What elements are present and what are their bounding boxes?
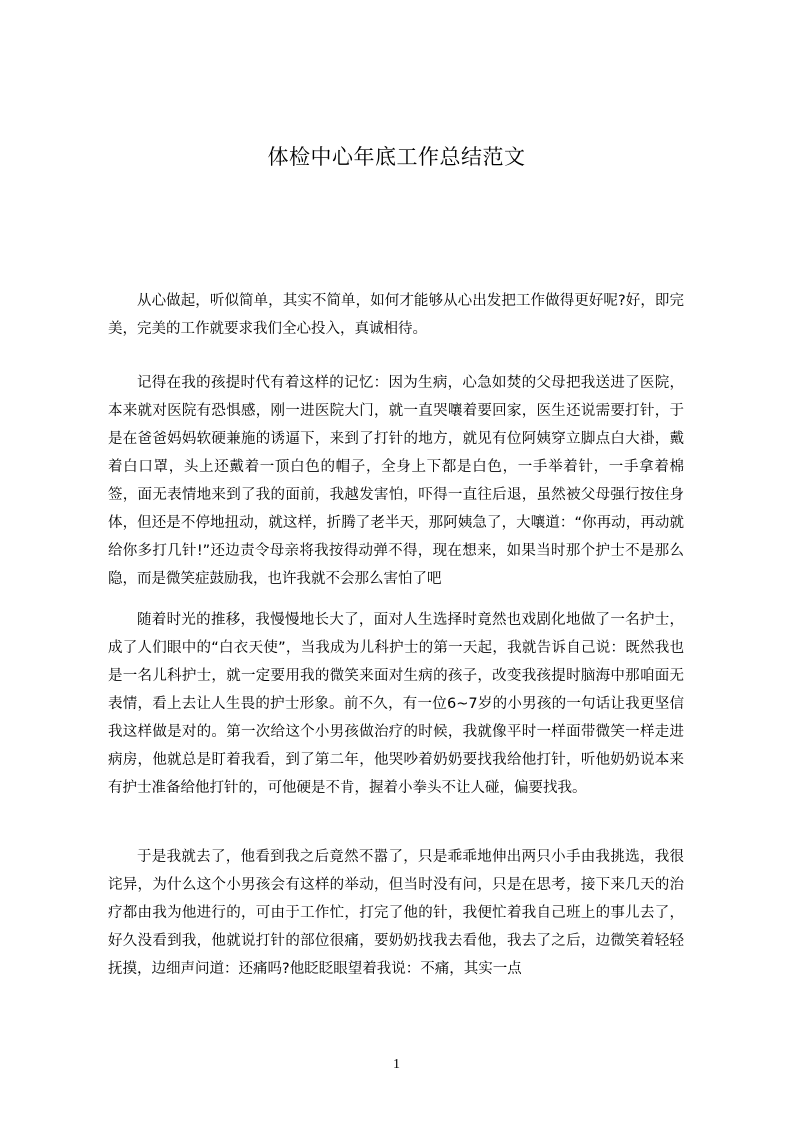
- paragraph-4: 于是我就去了，他看到我之后竟然不嚣了，只是乖乖地伸出两只小手由我挑选，我很诧异，为什么这个小男孩会有这样的举动，但当时没有问，只是在思考，接下来几天的治疗都由我为他进行的，可由于工作忙，打完了他的针，我便忙着我自己班上的事儿去了，好久没看到我，他就说打针的部位很痛，要奶奶找我去看他，我去了之后，边微笑着轻轻抚摸，边细声问道：还痛吗?他眨眨眼望着我说：不痛，其实一点: [108, 849, 684, 977]
- page-number: 1: [393, 1057, 400, 1072]
- document-title: 体检中心年底工作总结范文: [267, 145, 526, 169]
- paragraph-1: 从心做起，听似简单，其实不简单，如何才能够从心出发把工作做得更好呢?好，即完美，完美的工作就要求我们全心投入，真诚相待。: [108, 293, 684, 337]
- paragraph-2: 记得在我的孩提时代有着这样的记忆：因为生病，心急如焚的父母把我送进了医院，本来就对医院有恐惧感，刚一进医院大门，就一直哭嚷着要回家，医生还说需要打针，于是在爸爸妈妈软硬兼施的诱逼下，来到了打针的地方，就见有位阿姨穿立脚点白大褂，戴着白口罩，头上还戴着一顶白色的帽子，全身上下都是白色，一手举着针，一手拿着棉签，面无表情地来到了我的面前，我越发害怕，吓得一直往后退，虽然被父母强行按住身体，但还是不停地扭动，就这样，折腾了老半天，那阿姨急了，大嚷道：“你再动，再动就给你多打几针!”还边责令母亲将我按得动弹不得，现在想来，如果当时那个护士不是那么隐，而是微笑症鼓励我，也许我就不会那么害怕了吧: [108, 375, 684, 587]
- paragraph-3: 随着时光的推移，我慢慢地长大了，面对人生选择时竟然也戏剧化地做了一名护士，成了人们眼中的“白衣天使”，当我成为儿科护士的第一天起，我就告诉自己说：既然我也是一名儿科护士，就一定要用我的微笑来面对生病的孩子，改变我孩提时脑海中那咱面无表情，看上去让人生畏的护士形象。前不久，有一位6~7岁的小男孩的一句话让我更坚信我这样做是对的。第一次给这个小男孩做治疗的时候，我就像平时一样面带微笑一样走进病房，他就总是盯着我看，到了第二年，他哭吵着奶奶要找我给他打针，听他奶奶说本来有护士准备给他打针的，可他硬是不肯，握着小拳头不让人碰，偏要找我。: [108, 612, 684, 796]
